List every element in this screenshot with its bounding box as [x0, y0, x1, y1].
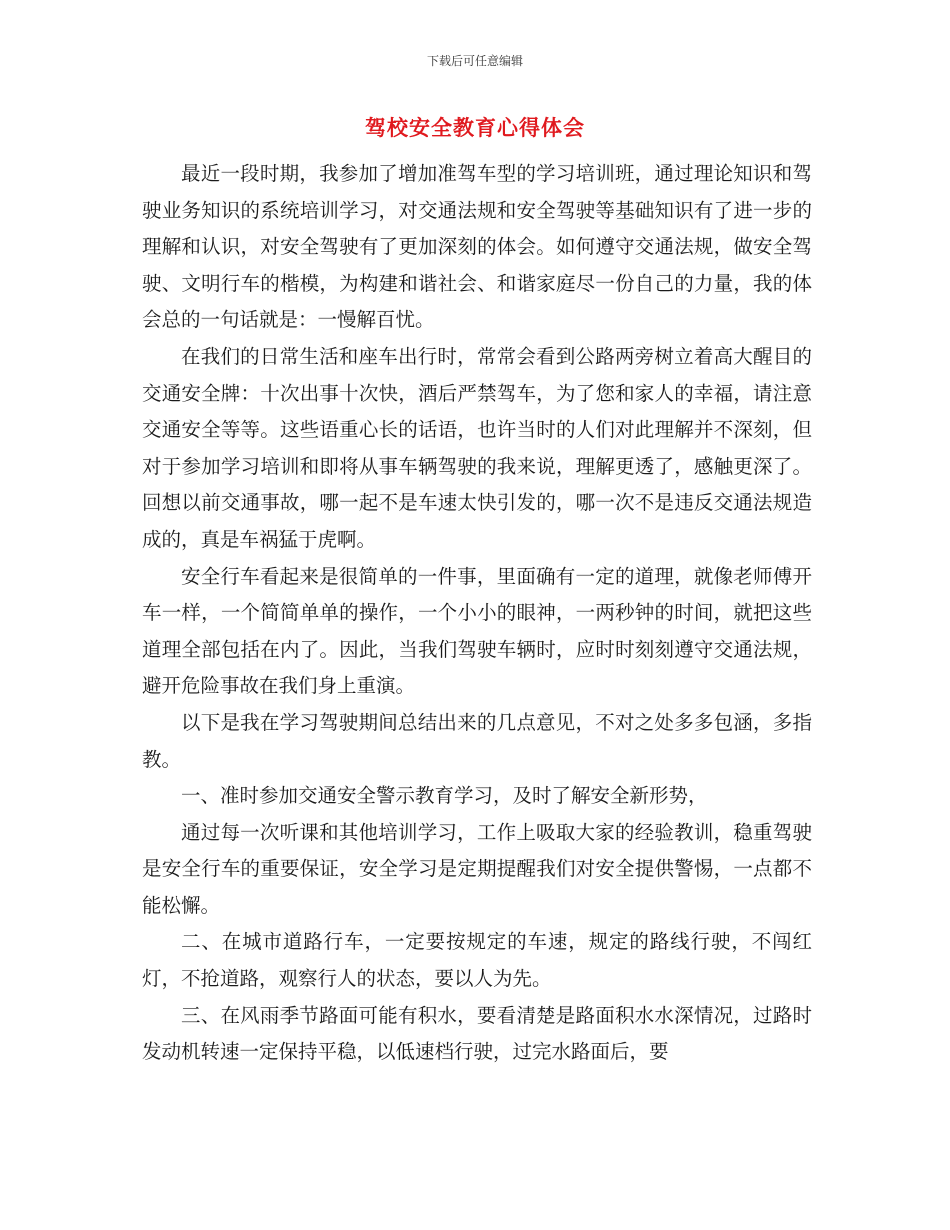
document-title: 驾校安全教育心得体会	[365, 116, 585, 140]
paragraph-1: 最近一段时期，我参加了增加准驾车型的学习培训班，通过理论知识和驾驶业务知识的系统培训学习，对交通法规和安全驾驶等基础知识有了进一步的理解和认识，对安全驾驶有了更加深刻的体会。如何遵守交通法规，做安全驾驶、文明行车的楷模，为构建和谐社会、和谐家庭尽一份自己的力量，我的体会总的一句话就是：一慢解百忧。	[142, 162, 812, 332]
paragraph-7: 二、在城市道路行车，一定要按规定的车速，规定的路线行驶，不闯红灯，不抢道路，观察行人的状态，要以人为先。	[142, 930, 812, 991]
paragraph-4: 以下是我在学习驾驶期间总结出来的几点意见，不对之处多多包涵，多指教。	[142, 710, 812, 771]
paragraph-2: 在我们的日常生活和座车出行时，常常会看到公路两旁树立着高大醒目的交通安全牌：十次出事十次快，酒后严禁驾车，为了您和家人的幸福，请注意交通安全等等。这些语重心长的话语，也许当时的人们对此理解并不深刻，但对于参加学习培训和即将从事车辆驾驶的我来说，理解更透了，感触更深了。回想以前交通事故，哪一起不是车速太快引发的，哪一次不是违反交通法规造成的，真是车祸猛于虎啊。	[142, 344, 812, 551]
paragraph-3: 安全行车看起来是很简单的一件事，里面确有一定的道理，就像老师傅开车一样，一个简简单单的操作，一个小小的眼神，一两秒钟的时间，就把这些道理全部包括在内了。因此，当我们驾驶车辆时，应时时刻刻遵守交通法规，避开危险事故在我们身上重演。	[142, 564, 812, 698]
header-note: 下载后可任意编辑	[426, 54, 523, 68]
document-body	[142, 156, 812, 1071]
paragraph-5: 一、准时参加交通安全警示教育学习，及时了解安全新形势，	[181, 784, 708, 808]
paragraph-8: 三、在风雨季节路面可能有积水，要看清楚是路面积水水深情况，过路时发动机转速一定保持平稳，以低速档行驶，过完水路面后，要	[142, 1003, 812, 1064]
paragraph-6: 通过每一次听课和其他培训学习，工作上吸取大家的经验教训，稳重驾驶是安全行车的重要保证，安全学习是定期提醒我们对安全提供警惕，一点都不能松懈。	[142, 820, 812, 917]
